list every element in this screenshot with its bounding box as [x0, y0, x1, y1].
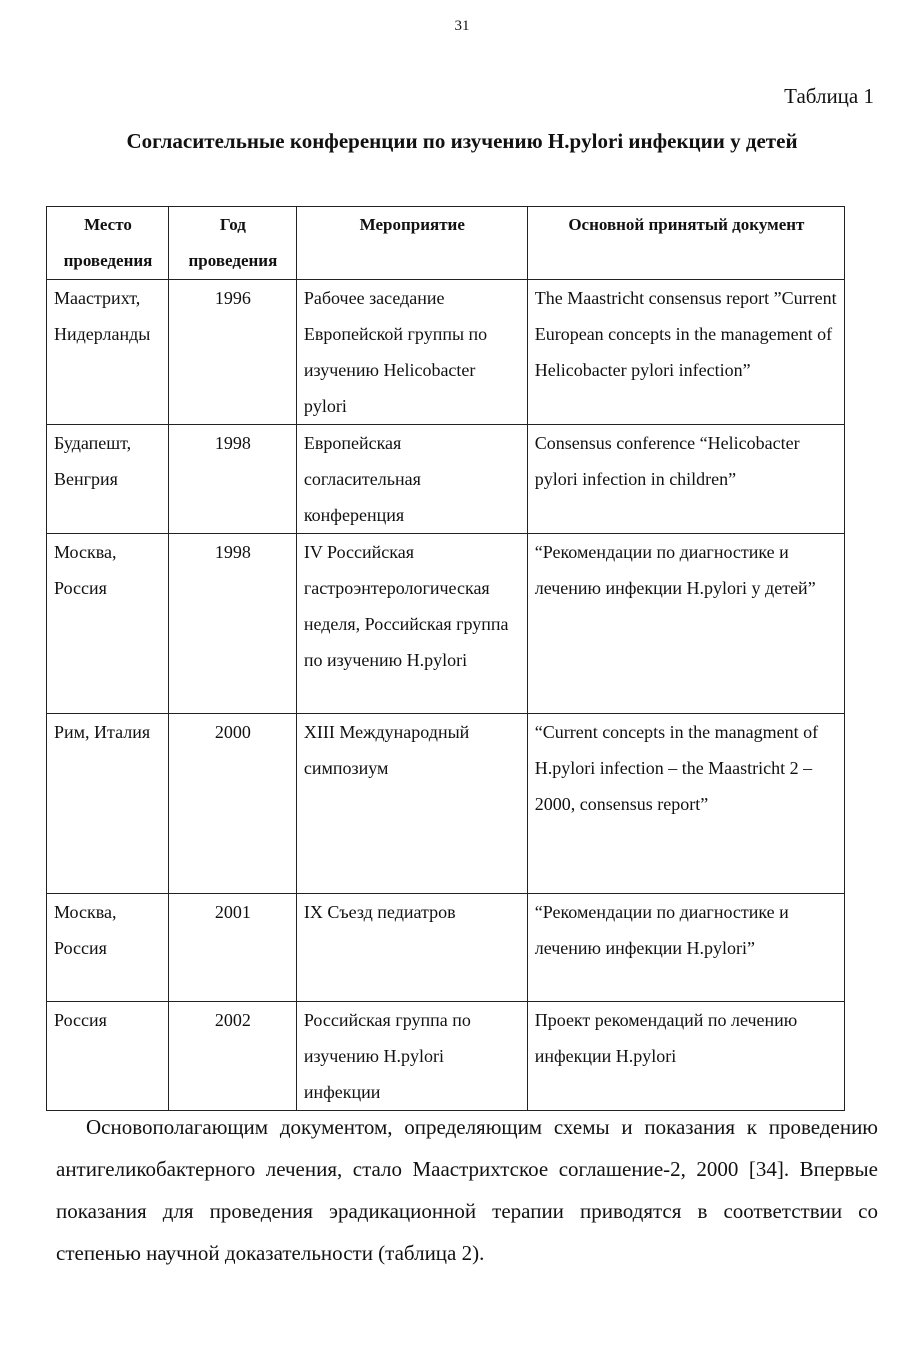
table-row: [47, 894, 845, 1002]
cell-place: Маастрихт, Нидерланды: [47, 280, 169, 425]
cell-year: 2001: [168, 894, 296, 1002]
cell-place: Россия: [47, 1002, 169, 1111]
body-paragraph: Основополагающим документом, определяющим схемы и показания к проведению антигеликобактерного лечения, стало Маастрихтское соглашение-2, 2000 [34]. Впервые показания для проведения эрадикационной терапии приводятся в соответствии со степенью научной доказательности (таблица 2).: [56, 1115, 878, 1265]
header-place: Место проведения: [47, 207, 169, 280]
cell-event: Российская группа по изучению H.pylori инфекции: [296, 1002, 527, 1111]
cell-place: Москва, Россия: [47, 894, 169, 1002]
cell-document: The Maastricht consensus report ”Current European concepts in the management of Helicobacter pylori infection”: [527, 280, 844, 425]
cell-event: Европейская согласительная конференция: [296, 425, 527, 534]
cell-place: Будапешт, Венгрия: [47, 425, 169, 534]
cell-event: IV Российская гастроэнтерологическая неделя, Российская группа по изучению H.pylori: [296, 534, 527, 714]
cell-year: 1998: [168, 425, 296, 534]
cell-event: XIII Международный симпозиум: [296, 714, 527, 894]
cell-document: Проект рекомендаций по лечению инфекции H.pylori: [527, 1002, 844, 1111]
table-row: [47, 714, 845, 894]
cell-document: Consensus conference “Helicobacter pylori infection in children”: [527, 425, 844, 534]
table-row: [47, 280, 845, 425]
cell-document: “Рекомендации по диагностике и лечению инфекции H.pylori”: [527, 894, 844, 1002]
header-year: Год проведения: [168, 207, 296, 280]
table-row: [47, 534, 845, 714]
cell-year: 2000: [168, 714, 296, 894]
page-number: 31: [454, 18, 470, 34]
cell-event: Рабочее заседание Европейской группы по изучению Helicobacter pylori: [296, 280, 527, 425]
cell-event: IX Съезд педиатров: [296, 894, 527, 1002]
table-title: Согласительные конференции по изучению H.pylori инфекции у детей: [126, 129, 798, 153]
table-label: Таблица 1: [784, 84, 874, 108]
table-row: [47, 1002, 845, 1111]
table-row: [47, 425, 845, 534]
cell-year: 1998: [168, 534, 296, 714]
cell-document: “Current concepts in the managment of H.pylori infection – the Maastricht 2 – 2000, consensus report”: [527, 714, 844, 894]
header-document: Основной принятый документ: [527, 207, 844, 280]
header-event: Мероприятие: [296, 207, 527, 280]
cell-document: “Рекомендации по диагностике и лечению инфекции H.pylori у детей”: [527, 534, 844, 714]
cell-place: Москва, Россия: [47, 534, 169, 714]
conferences-table: [46, 206, 845, 1111]
table-header-row: [47, 207, 845, 280]
cell-place: Рим, Италия: [47, 714, 169, 894]
cell-year: 1996: [168, 280, 296, 425]
cell-year: 2002: [168, 1002, 296, 1111]
